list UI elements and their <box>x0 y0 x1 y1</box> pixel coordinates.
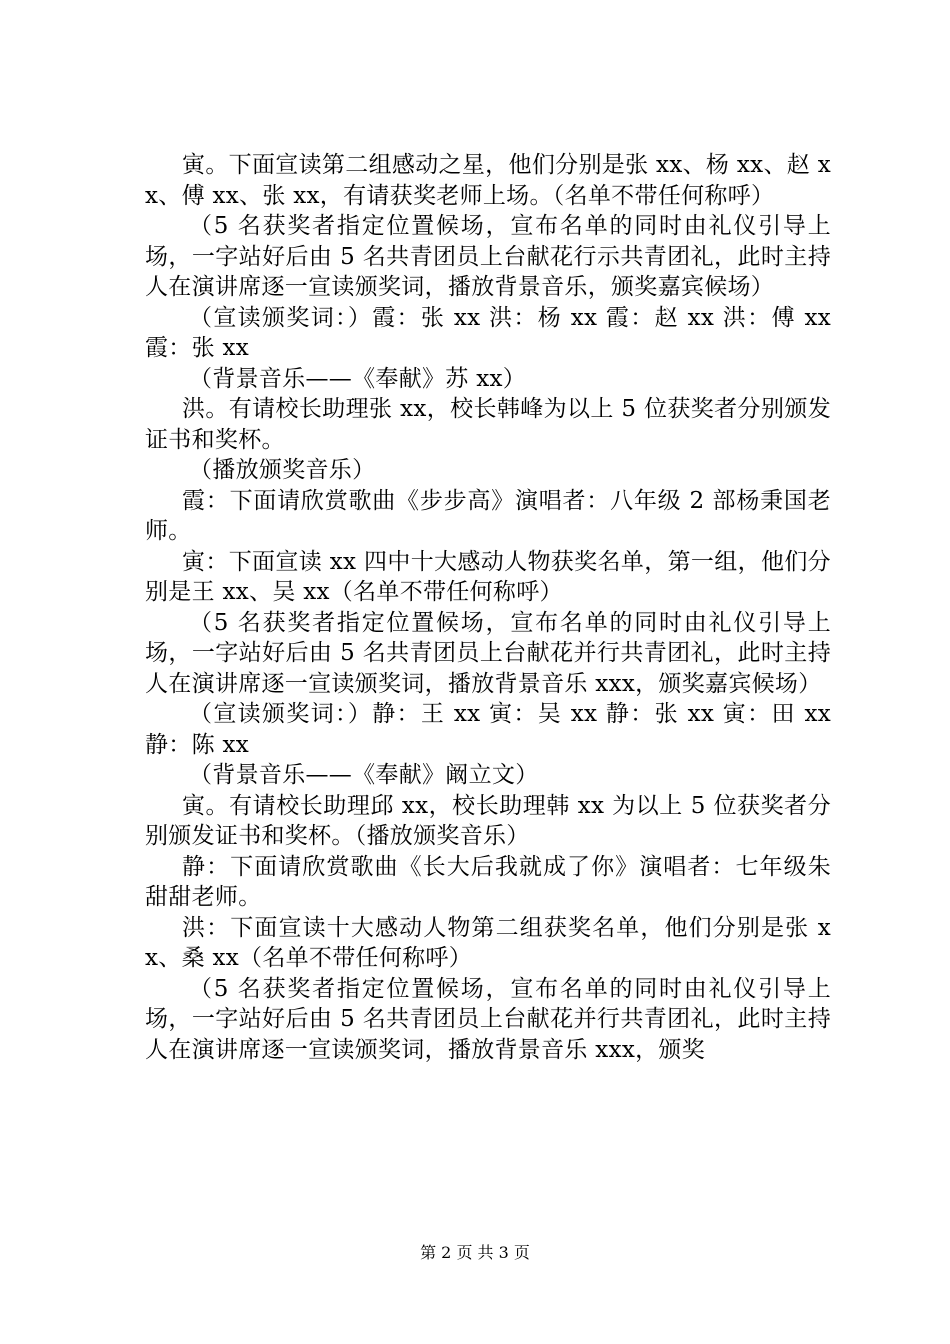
paragraph: 寅。有请校长助理邱 xx，校长助理韩 xx 为以上 5 位获奖者分别颁发证书和奖杯。（播放颁奖音乐） <box>145 792 831 849</box>
paragraph: （5 名获奖者指定位置候场，宣布名单的同时由礼仪引导上场，一字站好后由 5 名共青团员上台献花行示共青团礼，此时主持人在演讲席逐一宣读颁奖词，播放背景音乐，颁奖嘉宾候场） <box>145 213 831 300</box>
paragraph: 寅。下面宣读第二组感动之星，他们分别是张 xx、杨 xx、赵 xx、傅 xx、张 xx，有请获奖老师上场。（名单不带任何称呼） <box>145 152 831 209</box>
paragraph: 静：下面请欣赏歌曲《长大后我就成了你》演唱者：七年级朱甜甜老师。 <box>145 853 831 910</box>
paragraph: （宣读颁奖词：）霞：张 xx 洪：杨 xx 霞：赵 xx 洪：傅 xx 霞：张 xx <box>145 304 831 361</box>
paragraph: 寅：下面宣读 xx 四中十大感动人物获奖名单，第一组，他们分别是王 xx、吴 xx（名单不带任何称呼） <box>145 548 831 605</box>
paragraph: 洪：下面宣读十大感动人物第二组获奖名单，他们分别是张 xx、桑 xx（名单不带任何称呼） <box>145 914 831 971</box>
page-number: 第 2 页 共 3 页 <box>420 1243 530 1262</box>
paragraph: （5 名获奖者指定位置候场，宣布名单的同时由礼仪引导上场，一字站好后由 5 名共青团员上台献花并行共青团礼，此时主持人在演讲席逐一宣读颁奖词，播放背景音乐 xxx，颁奖 <box>145 975 831 1063</box>
page-footer <box>0 1243 950 1263</box>
document-body <box>145 150 831 1065</box>
paragraph: （背景音乐——《奉献》阚立文） <box>189 762 539 788</box>
paragraph: （宣读颁奖词：）静：王 xx 寅：吴 xx 静：张 xx 寅：田 xx 静：陈 xx <box>145 701 831 758</box>
paragraph: 霞：下面请欣赏歌曲《步步高》演唱者：八年级 2 部杨秉国老师。 <box>145 487 831 544</box>
paragraph: （播放颁奖音乐） <box>189 457 376 483</box>
paragraph: 洪。有请校长助理张 xx，校长韩峰为以上 5 位获奖者分别颁发证书和奖杯。 <box>145 396 831 453</box>
paragraph: （背景音乐——《奉献》苏 xx） <box>189 365 527 392</box>
paragraph: （5 名获奖者指定位置候场，宣布名单的同时由礼仪引导上场，一字站好后由 5 名共青团员上台献花并行共青团礼，此时主持人在演讲席逐一宣读颁奖词，播放背景音乐 xxx，颁奖嘉宾候场） <box>145 609 831 697</box>
